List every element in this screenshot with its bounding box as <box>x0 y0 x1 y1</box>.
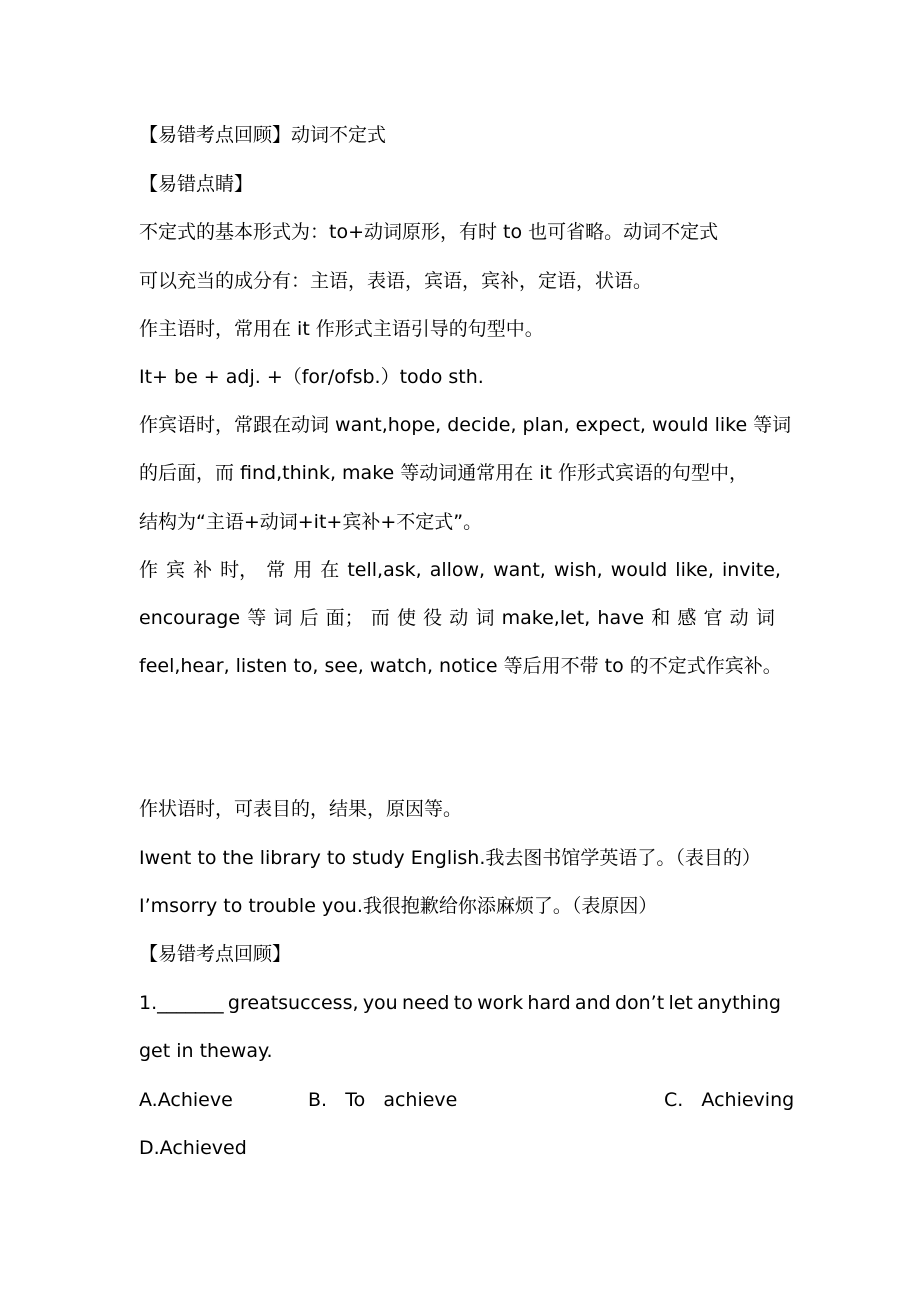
word: 官 <box>703 607 723 629</box>
word: 等 <box>247 607 267 629</box>
option-b[interactable]: B. To achieve <box>308 1089 458 1111</box>
word: greatsuccess, <box>227 992 359 1014</box>
paragraph-line: 可以充当的成分有：主语，表语，宾语，宾补，定语，状语。 <box>139 270 653 292</box>
word: 词 <box>475 607 495 629</box>
word: 常 <box>266 559 286 581</box>
word: 1._______ <box>139 992 224 1014</box>
word: 词 <box>273 607 293 629</box>
option-a[interactable]: A.Achieve <box>139 1089 233 1111</box>
paragraph-line: 作宾语时，常跟在动词 want,hope, decide, plan, expect, would like 等词 <box>139 414 792 436</box>
word: 动 <box>729 607 749 629</box>
answer-options-row <box>139 1087 795 1113</box>
paragraph-line: feel,hear, listen to, see, watch, notice 等后用不带 to 的不定式作宾补。 <box>139 655 782 677</box>
word: you <box>362 992 398 1014</box>
word: hard <box>527 992 571 1014</box>
word: make,let, <box>501 607 591 629</box>
word: 时， <box>220 559 259 581</box>
word: anything <box>697 992 781 1014</box>
word: have <box>597 607 645 629</box>
question-stem <box>139 990 781 1016</box>
justified-line <box>139 557 781 583</box>
word: like, <box>675 559 714 581</box>
word: 后 <box>299 607 319 629</box>
word: 补 <box>193 559 213 581</box>
word: 感 <box>677 607 697 629</box>
word: 而 <box>370 607 390 629</box>
word: 面； <box>325 607 364 629</box>
word: and <box>574 992 611 1014</box>
word: 宾 <box>166 559 186 581</box>
question-stem-continued: get in theway. <box>139 1040 273 1062</box>
word: tell,ask, <box>347 559 422 581</box>
word: 作 <box>139 559 159 581</box>
word: 在 <box>320 559 340 581</box>
option-d[interactable]: D.Achieved <box>139 1137 247 1159</box>
paragraph-line: 的后面，而 find,think, make 等动词通常用在 it 作形式宾语的句型中， <box>139 462 749 484</box>
word: wish, <box>553 559 603 581</box>
word: encourage <box>139 607 241 629</box>
review-title: 【易错考点回顾】 <box>139 943 292 965</box>
word: 动 <box>449 607 469 629</box>
word: 使 <box>396 607 416 629</box>
example-sentence: Iwent to the library to study English.我去图书馆学英语了。（表目的） <box>139 847 761 869</box>
highlight-title: 【易错点睛】 <box>139 173 254 195</box>
formula-line: It+ be + adj. +（for/ofsb.）todo sth. <box>139 366 484 388</box>
word: don’t <box>614 992 665 1014</box>
paragraph-line: 作主语时，常用在 it 作形式主语引导的句型中。 <box>139 318 544 340</box>
paragraph-line: 不定式的基本形式为：to+动词原形，有时 to 也可省略。动词不定式 <box>139 221 719 243</box>
word: 役 <box>423 607 443 629</box>
word: 词 <box>755 607 775 629</box>
word: let <box>668 992 693 1014</box>
word: 和 <box>651 607 671 629</box>
word: want, <box>493 559 546 581</box>
paragraph-line: 结构为“主语+动词+it+宾补+不定式”。 <box>139 511 483 533</box>
word: allow, <box>429 559 486 581</box>
section-title: 【易错考点回顾】动词不定式 <box>139 124 387 146</box>
justified-line <box>139 605 775 631</box>
word: would <box>610 559 668 581</box>
word: to <box>453 992 473 1014</box>
option-c[interactable]: C. Achieving <box>664 1089 795 1111</box>
example-sentence: I’msorry to trouble you.我很抱歉给你添麻烦了。（表原因） <box>139 895 658 917</box>
word: need <box>402 992 450 1014</box>
word: invite, <box>721 559 781 581</box>
paragraph-line: 作状语时，可表目的，结果，原因等。 <box>139 798 463 820</box>
word: 用 <box>293 559 313 581</box>
word: work <box>477 992 524 1014</box>
